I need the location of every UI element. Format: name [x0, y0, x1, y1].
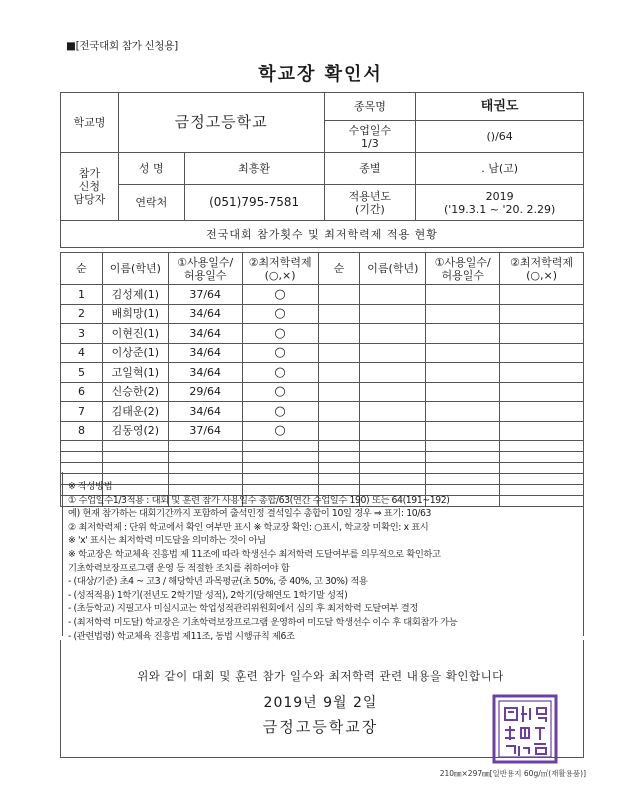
student-name-right — [360, 402, 426, 422]
student-no: 4 — [61, 343, 103, 363]
col-minimum-right-line1: ②최저학력제 — [510, 255, 574, 269]
col-minimum-right — [500, 253, 584, 285]
student-minimum-mark-right — [500, 452, 584, 463]
period-label — [324, 185, 416, 221]
student-no-right — [318, 452, 360, 463]
student-no-right — [318, 441, 360, 452]
student-minimum-mark-right — [500, 343, 584, 363]
student-days: 34/64 — [168, 324, 242, 344]
principal-signature: 금정고등학교장 — [262, 718, 379, 736]
student-row — [61, 382, 584, 402]
student-minimum-mark: ○ — [242, 382, 318, 402]
student-name-right — [360, 363, 426, 383]
manager-label-line1: 참가 — [78, 167, 101, 180]
manager-label-line3: 담당자 — [73, 193, 106, 206]
student-minimum-mark-right — [500, 324, 584, 344]
student-days: 34/64 — [168, 343, 242, 363]
col-no: 순 — [61, 253, 103, 285]
manager-label — [61, 153, 119, 221]
note-line: - (관련법령) 학교체육 진흥법 제11조, 동법 시행규칙 제6조 — [68, 630, 295, 642]
confirmation-table — [60, 92, 584, 248]
student-no-right — [318, 363, 360, 383]
period-label-line2: (기간) — [354, 202, 385, 216]
student-row — [61, 285, 584, 305]
student-days: 34/64 — [168, 304, 242, 324]
student-minimum-mark: ○ — [242, 285, 318, 305]
note-line: ① 수업일수1/3적용 : 대회 및 훈련 참가 사용일수 총합/63(연간 수업일수 190) 또는 64(191~192) — [68, 494, 450, 506]
student-name-right — [360, 382, 426, 402]
student-minimum-mark: ○ — [242, 363, 318, 383]
student-row — [61, 421, 584, 441]
student-minimum-mark: ○ — [242, 304, 318, 324]
student-days: 29/64 — [168, 382, 242, 402]
student-no-right — [318, 304, 360, 324]
class-days-value: ()/64 — [416, 121, 584, 153]
category-value: . 남(고) — [416, 153, 584, 185]
student-no — [61, 452, 103, 463]
period-label-line1: 적용년도 — [348, 189, 392, 203]
col-days-right-line1: ①사용일수/ — [434, 255, 491, 269]
student-no: 6 — [61, 382, 103, 402]
student-no: 2 — [61, 304, 103, 324]
note-line: ※ 'x' 표시는 최저학력 미도달을 의미하는 것이 아님 — [68, 535, 266, 547]
student-name-right — [360, 452, 426, 463]
student-name-right — [360, 421, 426, 441]
student-minimum-mark-right — [500, 363, 584, 383]
student-name: 신승한(2) — [102, 382, 168, 402]
student-name-right — [360, 324, 426, 344]
note-line: 기초학력보장프로그램 운영 등 적절한 조치를 취하여야 함 — [68, 562, 290, 574]
student-name-right — [360, 343, 426, 363]
manager-contact: (051)795-7581 — [184, 185, 324, 221]
col-minimum — [242, 253, 318, 285]
col-minimum-line2: (○,×) — [264, 268, 296, 282]
student-days-right — [426, 285, 500, 305]
student-no: 5 — [61, 363, 103, 383]
student-minimum-mark-right — [500, 402, 584, 422]
student-no-right — [318, 402, 360, 422]
period-value — [416, 185, 584, 221]
sport-name: 태권도 — [416, 93, 584, 121]
student-days-right — [426, 304, 500, 324]
manager-contact-label: 연락처 — [118, 185, 184, 221]
student-name: 이상준(1) — [102, 343, 168, 363]
col-name-right: 이름(학년) — [360, 253, 426, 285]
student-days-right — [426, 421, 500, 441]
sport-label: 종목명 — [324, 93, 416, 121]
note-line: - (성적적용) 1학기(전년도 2학기말 성적), 2학기(당해연도 1학기말 성적) — [68, 589, 348, 601]
school-name: 금정고등학교 — [118, 93, 324, 153]
student-days-right — [426, 363, 500, 383]
student-no: 7 — [61, 402, 103, 422]
section-title: 전국대회 참가횟수 및 최저학력제 적용 현황 — [61, 221, 584, 248]
note-line: ② 최저학력제 : 단위 학교에서 확인 여부만 표시 ※ 학교장 확인: ○표시, 학교장 미확인: x 표시 — [68, 521, 429, 533]
student-minimum-mark-right — [500, 421, 584, 441]
status-table — [60, 252, 584, 507]
student-no-right — [318, 285, 360, 305]
student-row — [61, 304, 584, 324]
student-days — [168, 452, 242, 463]
student-row — [61, 363, 584, 383]
category-label: 종별 — [324, 153, 416, 185]
class-days-label-line1: 수업일수 — [348, 123, 392, 137]
student-row — [61, 402, 584, 422]
student-minimum-mark — [242, 452, 318, 463]
student-minimum-mark: ○ — [242, 402, 318, 422]
student-days: 37/64 — [168, 421, 242, 441]
student-row — [61, 343, 584, 363]
school-label: 학교명 — [61, 93, 119, 153]
student-name: 김동영(2) — [102, 421, 168, 441]
student-minimum-mark: ○ — [242, 324, 318, 344]
student-name — [102, 441, 168, 452]
student-name-right — [360, 304, 426, 324]
student-no-right — [318, 343, 360, 363]
student-no — [61, 441, 103, 452]
student-minimum-mark — [242, 441, 318, 452]
student-name — [102, 452, 168, 463]
student-days-right — [426, 324, 500, 344]
student-row — [61, 324, 584, 344]
student-no-right — [318, 421, 360, 441]
student-no: 1 — [61, 285, 103, 305]
student-days-right — [426, 452, 500, 463]
col-days-right-line2: 허용일수 — [441, 268, 484, 282]
manager-name: 최흥환 — [184, 153, 324, 185]
paper-spec-footer: 210㎜×297㎜[일반용지 60g/㎡(재활용품)] — [439, 769, 586, 778]
student-days: 34/64 — [168, 363, 242, 383]
student-row — [61, 452, 584, 463]
student-minimum-mark: ○ — [242, 421, 318, 441]
school-seal-stamp — [490, 692, 560, 766]
confirm-date: 2019년 9월 2일 — [263, 695, 378, 711]
student-name: 이현진(1) — [102, 324, 168, 344]
student-name: 김성제(1) — [102, 285, 168, 305]
col-days-line2: 허용일수 — [183, 268, 227, 282]
note-line: 예) 현재 참가하는 대회기간까지 포함하여 출석인정 결석일수 총합이 10일 경우 ⇒ 표기: 10/63 — [68, 508, 432, 520]
note-line: - (초등학교) 지필고사 미실시교는 학업성적관리위원회에서 심의 후 최저학력 도달여부 결정 — [68, 603, 418, 615]
student-no: 3 — [61, 324, 103, 344]
student-days — [168, 441, 242, 452]
col-minimum-line1: ②최저학력제 — [248, 255, 312, 269]
student-no-right — [318, 382, 360, 402]
col-days-line1: ①사용일수/ — [177, 255, 234, 269]
notes-heading: ※ 작성방법 — [68, 481, 113, 492]
col-name: 이름(학년) — [102, 253, 168, 285]
form-header-tag: ■[전국대회 참가 신청용] — [66, 40, 178, 52]
student-minimum-mark: ○ — [242, 343, 318, 363]
student-name: 김태운(2) — [102, 402, 168, 422]
period-year: 2019 — [485, 189, 514, 203]
student-days-right — [426, 402, 500, 422]
student-days: 37/64 — [168, 285, 242, 305]
manager-name-label: 성 명 — [118, 153, 184, 185]
note-line: - (최저학력 미도달) 학교장은 기초학력보장프로그램 운영하여 미도달 학생선수 이수 후 대회참가 가능 — [68, 617, 458, 628]
student-name-right — [360, 285, 426, 305]
student-minimum-mark-right — [500, 285, 584, 305]
student-row — [61, 441, 584, 452]
student-name: 배희망(1) — [102, 304, 168, 324]
col-days-right — [426, 253, 500, 285]
student-no-right — [318, 324, 360, 344]
student-no: 8 — [61, 421, 103, 441]
note-line: - (대상/기준) 초4 ~ 고3 / 해당학년 과목평균(초 50%, 중 40%, 고 30%) 적용 — [68, 576, 368, 588]
note-line: ※ 학교장은 학교체육 진흥법 제 11조에 따라 학생선수 최저학력 도달여부를 의무적으로 확인하고 — [68, 549, 441, 560]
student-minimum-mark-right — [500, 304, 584, 324]
period-range: ('19.3.1 ~ '20. 2.29) — [443, 202, 556, 216]
student-minimum-mark-right — [500, 382, 584, 402]
student-minimum-mark-right — [500, 441, 584, 452]
student-days-right — [426, 343, 500, 363]
manager-label-line2: 신청 — [78, 180, 101, 193]
student-days: 34/64 — [168, 402, 242, 422]
col-minimum-right-line2: (○,×) — [526, 268, 557, 282]
status-header-row — [61, 253, 584, 285]
student-name: 고일혁(1) — [102, 363, 168, 383]
confirm-statement: 위와 같이 대회 및 훈련 참가 일수와 최저학력 관련 내용을 확인합니다 — [137, 669, 504, 683]
student-days-right — [426, 441, 500, 452]
class-days-label-line2: 1/3 — [361, 136, 379, 150]
student-name-right — [360, 441, 426, 452]
class-days-label — [324, 121, 416, 153]
document-title: 학교장 확인서 — [258, 64, 383, 85]
col-no-right: 순 — [318, 253, 360, 285]
student-days-right — [426, 382, 500, 402]
col-days — [168, 253, 242, 285]
